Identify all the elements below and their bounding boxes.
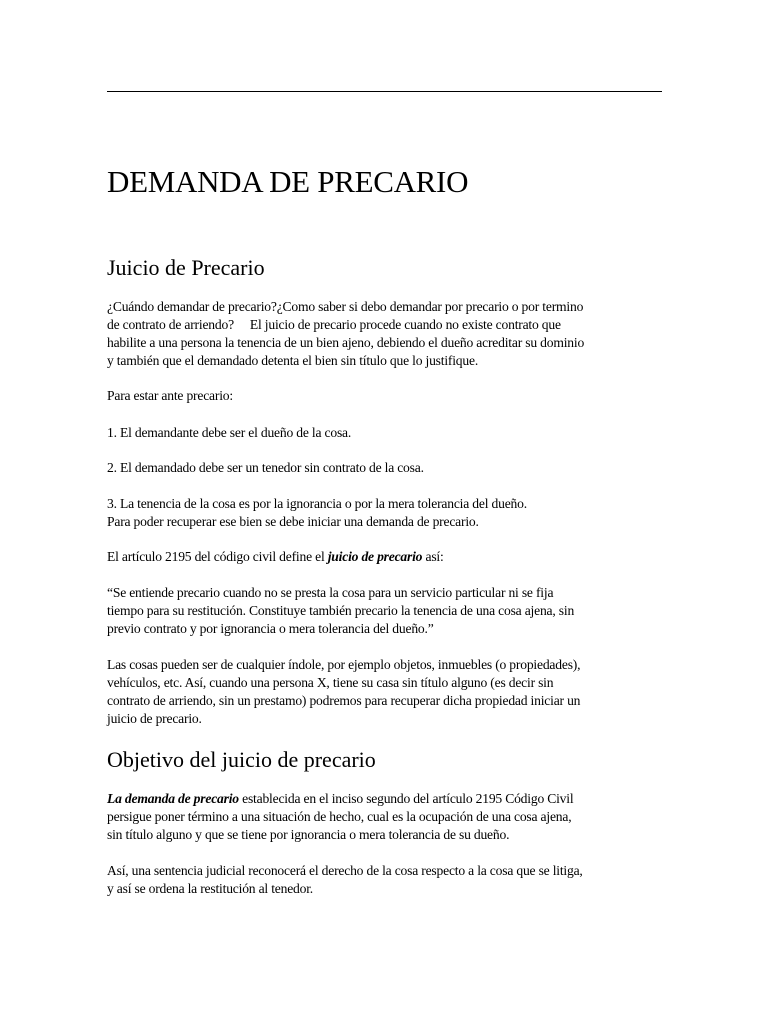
text-line: contrato de arriendo, sin un prestamo) podremos para recuperar dicha propiedad iniciar un	[107, 693, 581, 708]
text-span: establecida en el inciso segundo del artículo 2195 Código Civil	[238, 791, 574, 806]
paragraph-quote	[107, 584, 667, 638]
paragraph-para-estar	[107, 387, 667, 405]
text-line: 2. El demandado debe ser un tenedor sin contrato de la cosa.	[107, 460, 424, 475]
paragraph-intro	[107, 298, 667, 370]
text-line: Para poder recuperar ese bien se debe iniciar una demanda de precario.	[107, 514, 479, 529]
document-title: DEMANDA DE PRECARIO	[107, 164, 469, 199]
text-span: El artículo 2195 del código civil define el	[107, 549, 328, 564]
text-line: y así se ordena la restitución al tenedor.	[107, 881, 314, 896]
text-line: “Se entiende precario cuando no se presta la cosa para un servicio particular ni se fija	[107, 585, 554, 600]
text-span: así:	[422, 549, 444, 564]
paragraph-las-cosas	[107, 656, 667, 728]
top-horizontal-rule	[107, 91, 662, 92]
text-line: 3. La tenencia de la cosa es por la ignorancia o por la mera tolerancia del dueño.	[107, 496, 527, 511]
section-heading-objetivo: Objetivo del juicio de precario	[107, 747, 376, 772]
text-line: tiempo para su restitución. Constituye también precario la tenencia de una cosa ajena, sin	[107, 603, 575, 618]
text-line: Para estar ante precario:	[107, 388, 233, 403]
section-heading-juicio-de-precario: Juicio de Precario	[107, 255, 265, 280]
paragraph-articulo-2195	[107, 548, 667, 566]
text-line: Así, una sentencia judicial reconocerá el derecho de la cosa respecto a la cosa que se litiga,	[107, 863, 583, 878]
text-line: previo contrato y por ignorancia o mera tolerancia del dueño.”	[107, 621, 434, 636]
text-line: vehículos, etc. Así, cuando una persona X, tiene su casa sin título alguno (es decir sin	[107, 675, 554, 690]
text-line: habilite a una persona la tenencia de un bien ajeno, debiendo el dueño acreditar su dominio	[107, 335, 585, 350]
text-line: sin título alguno y que se tiene por ignorancia o mera tolerancia de su dueño.	[107, 827, 510, 842]
list-item-3	[107, 495, 667, 531]
list-item-2	[107, 459, 667, 477]
list-item-1	[107, 424, 667, 442]
text-line	[107, 548, 667, 566]
emphasis-juicio-de-precario: juicio de precario	[327, 549, 423, 564]
text-line: ¿Cuándo demandar de precario?¿Como saber si debo demandar por precario o por termino	[107, 299, 584, 314]
text-line: y también que el demandado detenta el bien sin título que lo justifique.	[107, 353, 479, 368]
emphasis-la-demanda-de-precario: La demanda de precario	[107, 791, 239, 806]
text-line: juicio de precario.	[107, 711, 202, 726]
text-line: 1. El demandante debe ser el dueño de la cosa.	[107, 425, 352, 440]
paragraph-objetivo	[107, 790, 667, 844]
paragraph-sentencia	[107, 862, 667, 898]
text-line: Las cosas pueden ser de cualquier índole, por ejemplo objetos, inmuebles (o propiedades),	[107, 657, 581, 672]
text-line: persigue poner término a una situación de hecho, cual es la ocupación de una cosa ajena,	[107, 809, 572, 824]
text-line: de contrato de arriendo? El juicio de precario procede cuando no existe contrato que	[107, 317, 561, 332]
text-line	[107, 790, 667, 808]
